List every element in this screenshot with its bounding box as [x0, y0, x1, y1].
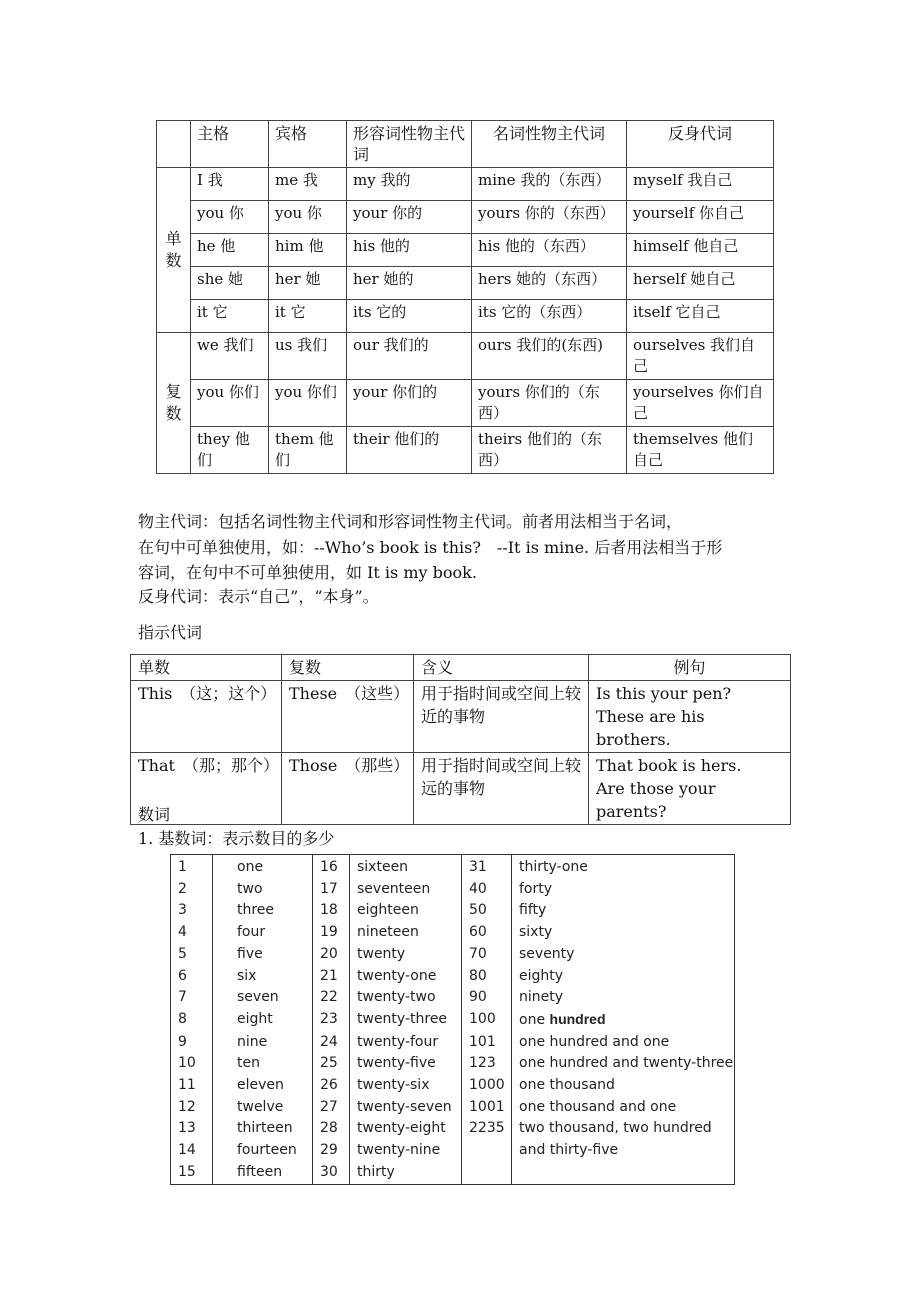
number-digit: 26 — [313, 1075, 350, 1097]
number-word: eighty — [512, 966, 735, 988]
number-word: thirty — [350, 1162, 462, 1184]
table-cell: his 他的 — [347, 234, 472, 267]
pronoun-corner-cell — [157, 121, 191, 168]
header-singular: 单数 — [131, 655, 282, 681]
table-row — [171, 900, 735, 922]
example-sentence: That book is hers. — [596, 756, 742, 775]
table-cell: myself 我自己 — [627, 168, 774, 201]
number-word: twenty-eight — [350, 1118, 462, 1140]
number-digit: 19 — [313, 922, 350, 944]
number-digit: 1000 — [462, 1075, 512, 1097]
number-word: eleven — [213, 1075, 313, 1097]
number-word: sixteen — [350, 855, 462, 879]
table-cell: you 你们 — [191, 380, 269, 427]
cardinal-subheading: 1. 基数词：表示数目的多少 — [138, 829, 335, 848]
number-digit: 90 — [462, 987, 512, 1009]
table-row — [157, 168, 774, 201]
number-digit: 15 — [171, 1162, 213, 1184]
table-row — [157, 333, 774, 380]
number-digit: 24 — [313, 1032, 350, 1054]
demonstrative-header-row — [131, 655, 791, 681]
table-cell: them 他们 — [269, 427, 347, 474]
number-word: seventeen — [350, 879, 462, 901]
number-word: one thousand — [512, 1075, 735, 1097]
table-cell: itself 它自己 — [627, 300, 774, 333]
table-row — [171, 1009, 735, 1032]
numerals-heading: 数词 — [138, 805, 171, 824]
number-digit: 22 — [313, 987, 350, 1009]
number-digit: 10 — [171, 1053, 213, 1075]
number-digit: 31 — [462, 855, 512, 879]
header-plural: 复数 — [282, 655, 414, 681]
table-cell: ourselves 我们自己 — [627, 333, 774, 380]
demonstrative-heading: 指示代词 — [138, 623, 203, 642]
table-cell: her 她的 — [347, 267, 472, 300]
table-cell: ours 我们的(东西) — [472, 333, 627, 380]
possessive-line-1: 物主代词：包括名词性物主代词和形容词性物主代词。前者用法相当于名词， — [138, 512, 683, 531]
number-word: two — [213, 879, 313, 901]
table-cell: you 你 — [191, 201, 269, 234]
table-cell: yours 你们的（东西） — [472, 380, 627, 427]
number-word: twenty-nine — [350, 1140, 462, 1162]
number-word: six — [213, 966, 313, 988]
singular-group-label — [157, 168, 191, 333]
number-word: twenty-three — [350, 1009, 462, 1032]
number-word: twenty-four — [350, 1032, 462, 1054]
table-cell: herself 她自己 — [627, 267, 774, 300]
table-cell: mine 我的（东西） — [472, 168, 627, 201]
plural-label-char: 复 — [165, 382, 182, 401]
table-cell: yourself 你自己 — [627, 201, 774, 234]
singular-label-char: 数 — [165, 251, 182, 270]
number-digit: 23 — [313, 1009, 350, 1032]
cardinal-numbers-table — [170, 854, 735, 1185]
table-row — [171, 944, 735, 966]
number-digit: 5 — [171, 944, 213, 966]
table-cell: they 他们 — [191, 427, 269, 474]
number-word: three — [213, 900, 313, 922]
reflexive-line: 反身代词：表示“自己”，“本身”。 — [138, 587, 379, 606]
table-row — [171, 922, 735, 944]
number-word: one — [213, 855, 313, 879]
number-digit: 100 — [462, 1009, 512, 1032]
number-word: eighteen — [350, 900, 462, 922]
number-word: one thousand and one — [512, 1097, 735, 1119]
table-row — [171, 987, 735, 1009]
number-digit: 1 — [171, 855, 213, 879]
table-row — [171, 855, 735, 879]
table-row — [157, 201, 774, 234]
table-cell: my 我的 — [347, 168, 472, 201]
number-digit: 80 — [462, 966, 512, 988]
table-cell: These （这些） — [282, 681, 414, 753]
number-digit: 29 — [313, 1140, 350, 1162]
number-word: seven — [213, 987, 313, 1009]
number-word: twenty-six — [350, 1075, 462, 1097]
number-word: seventy — [512, 944, 735, 966]
number-word: thirty-one — [512, 855, 735, 879]
pronoun-table — [156, 120, 774, 474]
table-cell: his 他的（东西） — [472, 234, 627, 267]
table-row — [157, 427, 774, 474]
pronoun-header-row — [157, 121, 774, 168]
table-cell: he 他 — [191, 234, 269, 267]
number-word: fifty — [512, 900, 735, 922]
table-row — [157, 300, 774, 333]
possessive-line-3: 容词，在句中不可单独使用，如 It is my book. — [138, 563, 477, 582]
header-noun-possessive: 名词性物主代词 — [472, 121, 627, 168]
number-word: twenty-five — [350, 1053, 462, 1075]
table-row — [171, 1118, 735, 1140]
number-word-text: one — [519, 1011, 546, 1028]
number-word: ninety — [512, 987, 735, 1009]
number-word: one hundred and twenty-three — [512, 1053, 735, 1075]
number-word: ten — [213, 1053, 313, 1075]
number-word: four — [213, 922, 313, 944]
table-cell: himself 他自己 — [627, 234, 774, 267]
example-sentence: These are his brothers. — [596, 707, 705, 749]
number-word: sixty — [512, 922, 735, 944]
table-cell: me 我 — [269, 168, 347, 201]
number-digit — [462, 1140, 512, 1162]
number-word: one hundred and one — [512, 1032, 735, 1054]
table-cell: you 你 — [269, 201, 347, 234]
table-row — [171, 879, 735, 901]
number-digit: 21 — [313, 966, 350, 988]
table-cell: yours 你的（东西） — [472, 201, 627, 234]
table-row — [157, 380, 774, 427]
table-row — [171, 1032, 735, 1054]
table-cell: its 它的（东西） — [472, 300, 627, 333]
header-nominative: 主格 — [191, 121, 269, 168]
number-digit: 9 — [171, 1032, 213, 1054]
table-cell: she 她 — [191, 267, 269, 300]
number-digit: 12 — [171, 1097, 213, 1119]
example-cell — [589, 681, 791, 753]
table-row — [157, 267, 774, 300]
table-cell: That （那；那个） — [131, 753, 282, 825]
number-word: fourteen — [213, 1140, 313, 1162]
number-digit: 2 — [171, 879, 213, 901]
number-word: twenty — [350, 944, 462, 966]
hundred-bold-word: hundred — [549, 1010, 606, 1027]
table-row — [171, 1140, 735, 1162]
demonstrative-table — [130, 654, 791, 825]
table-cell: our 我们的 — [347, 333, 472, 380]
number-digit: 3 — [171, 900, 213, 922]
header-meaning: 含义 — [414, 655, 589, 681]
number-digit: 6 — [171, 966, 213, 988]
table-cell: we 我们 — [191, 333, 269, 380]
table-cell: themselves 他们自己 — [627, 427, 774, 474]
header-reflexive: 反身代词 — [627, 121, 774, 168]
table-cell: its 它的 — [347, 300, 472, 333]
table-cell: it 它 — [191, 300, 269, 333]
number-digit: 70 — [462, 944, 512, 966]
number-digit: 40 — [462, 879, 512, 901]
number-word: twelve — [213, 1097, 313, 1119]
number-digit: 20 — [313, 944, 350, 966]
header-adjective-possessive: 形容词性物主代词 — [347, 121, 472, 168]
number-word: and thirty-five — [512, 1140, 735, 1162]
number-digit: 123 — [462, 1053, 512, 1075]
number-digit: 17 — [313, 879, 350, 901]
table-row — [171, 1053, 735, 1075]
number-digit: 27 — [313, 1097, 350, 1119]
number-word: forty — [512, 879, 735, 901]
number-word: nineteen — [350, 922, 462, 944]
header-example: 例句 — [589, 655, 791, 681]
number-digit: 4 — [171, 922, 213, 944]
plural-group-label — [157, 333, 191, 474]
number-word: twenty-one — [350, 966, 462, 988]
number-digit: 11 — [171, 1075, 213, 1097]
example-sentence: Is this your pen? — [596, 684, 732, 703]
number-word: nine — [213, 1032, 313, 1054]
number-word — [512, 1162, 735, 1184]
number-digit: 7 — [171, 987, 213, 1009]
number-word: thirteen — [213, 1118, 313, 1140]
header-objective: 宾格 — [269, 121, 347, 168]
table-cell: theirs 他们的（东西） — [472, 427, 627, 474]
table-cell: yourselves 你们自己 — [627, 380, 774, 427]
number-digit: 60 — [462, 922, 512, 944]
number-digit: 1001 — [462, 1097, 512, 1119]
table-cell: her 她 — [269, 267, 347, 300]
table-cell: your 你的 — [347, 201, 472, 234]
table-row — [157, 234, 774, 267]
number-digit: 13 — [171, 1118, 213, 1140]
table-cell: 用于指时间或空间上较远的事物 — [414, 753, 589, 825]
table-cell: it 它 — [269, 300, 347, 333]
number-digit: 30 — [313, 1162, 350, 1184]
number-digit: 16 — [313, 855, 350, 879]
plural-label-char: 数 — [165, 404, 182, 423]
number-digit: 2235 — [462, 1118, 512, 1140]
number-digit: 14 — [171, 1140, 213, 1162]
table-cell: their 他们的 — [347, 427, 472, 474]
table-cell: us 我们 — [269, 333, 347, 380]
table-cell: I 我 — [191, 168, 269, 201]
table-row — [131, 681, 791, 753]
number-digit: 8 — [171, 1009, 213, 1032]
number-word: five — [213, 944, 313, 966]
table-cell: you 你们 — [269, 380, 347, 427]
number-word — [512, 1009, 735, 1032]
table-row — [171, 1075, 735, 1097]
number-word: eight — [213, 1009, 313, 1032]
number-word: two thousand, two hundred — [512, 1118, 735, 1140]
number-digit: 25 — [313, 1053, 350, 1075]
table-cell: 用于指时间或空间上较近的事物 — [414, 681, 589, 753]
table-cell: him 他 — [269, 234, 347, 267]
table-row — [171, 1162, 735, 1184]
number-word: twenty-two — [350, 987, 462, 1009]
table-row — [171, 966, 735, 988]
singular-label-char: 单 — [165, 229, 182, 248]
possessive-line-2: 在句中可单独使用，如：--Who’s book is this? --It is mine. 后者用法相当于形 — [138, 538, 723, 557]
number-word: twenty-seven — [350, 1097, 462, 1119]
number-digit: 50 — [462, 900, 512, 922]
table-row — [171, 1097, 735, 1119]
table-cell: your 你们的 — [347, 380, 472, 427]
number-digit: 28 — [313, 1118, 350, 1140]
example-sentence: Are those your parents? — [596, 779, 716, 821]
table-cell: This （这；这个） — [131, 681, 282, 753]
number-digit — [462, 1162, 512, 1184]
number-digit: 18 — [313, 900, 350, 922]
table-cell: hers 她的（东西） — [472, 267, 627, 300]
number-digit: 101 — [462, 1032, 512, 1054]
number-word: fifteen — [213, 1162, 313, 1184]
table-cell: Those （那些） — [282, 753, 414, 825]
